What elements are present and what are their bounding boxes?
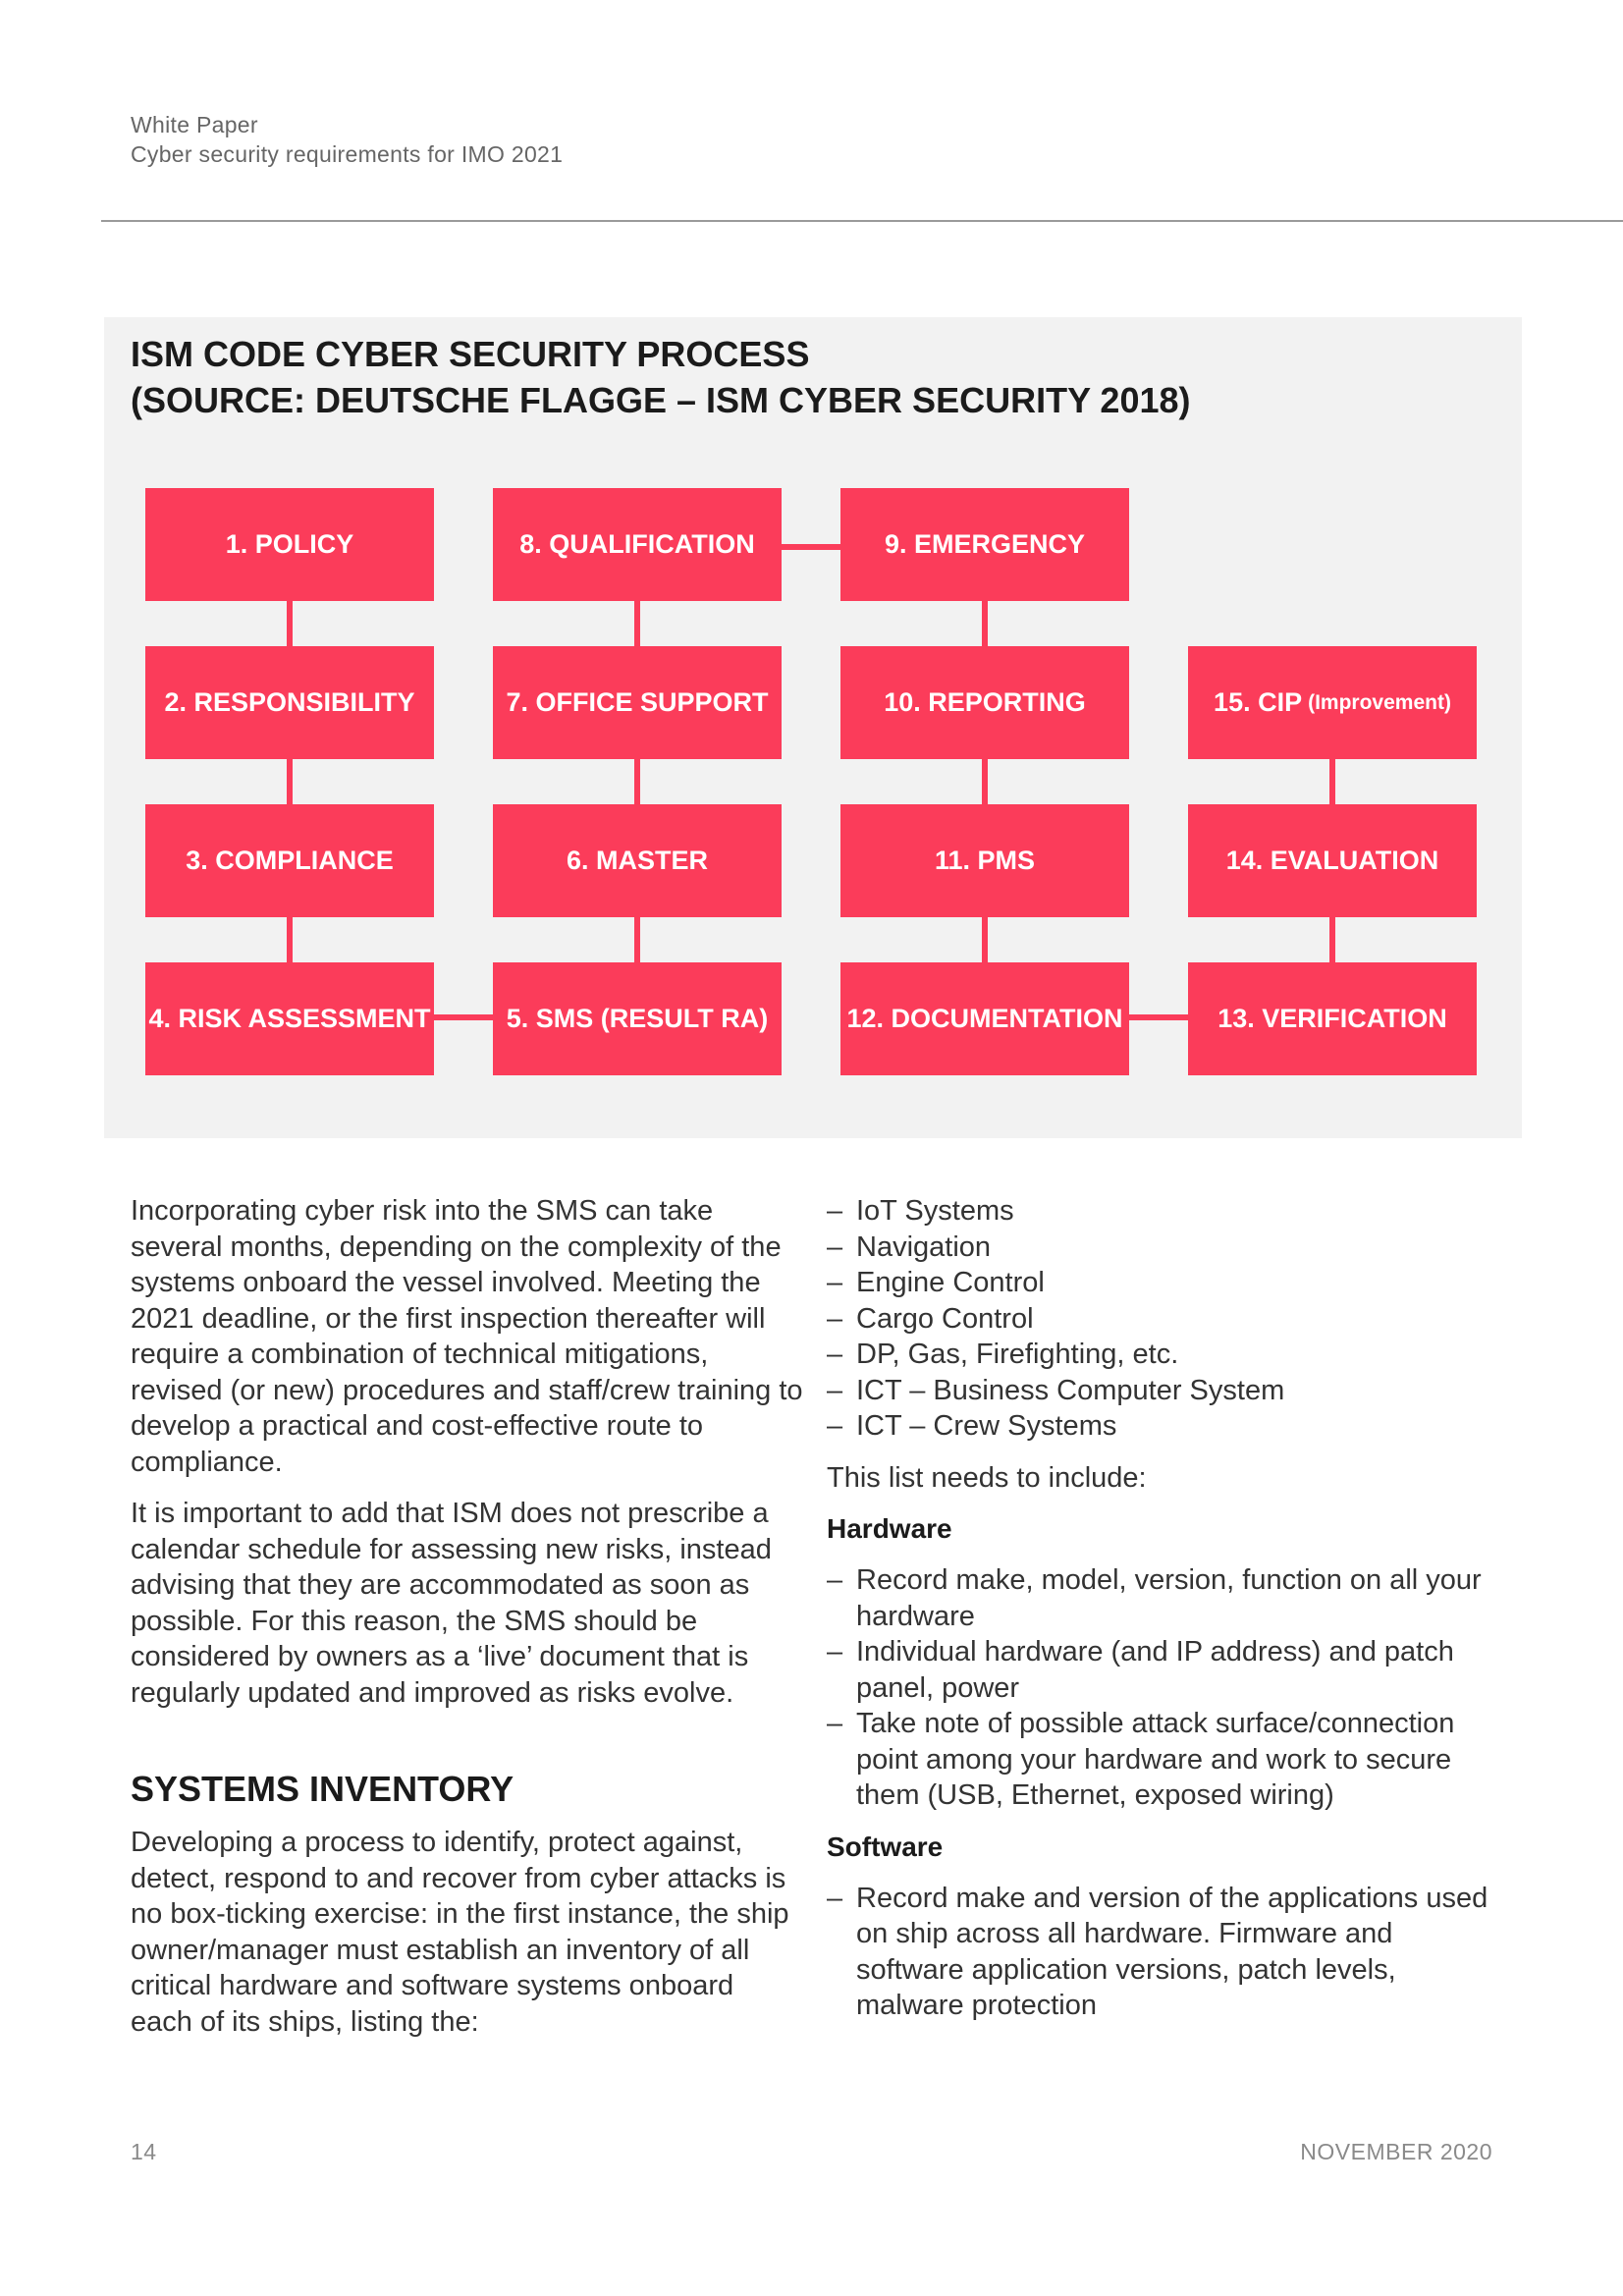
step-8-qualification: 8. QUALIFICATION bbox=[493, 488, 782, 601]
systems-list bbox=[827, 1193, 1504, 1445]
figure-title-line-2: (SOURCE: DEUTSCHE FLAGGE – ISM CYBER SECURITY 2018) bbox=[131, 380, 1191, 420]
header-doc-title: Cyber security requirements for IMO 2021 bbox=[131, 141, 564, 167]
step-2-responsibility: 2. RESPONSIBILITY bbox=[145, 646, 434, 759]
list-item: – IoT Systems bbox=[827, 1193, 1504, 1230]
step-11-pms: 11. PMS bbox=[840, 804, 1129, 917]
connector-8-9 bbox=[782, 544, 840, 550]
list-item: – Navigation bbox=[827, 1230, 1504, 1266]
ism-process-figure bbox=[104, 317, 1522, 1138]
paragraph-list-intro: This list needs to include: bbox=[827, 1461, 1147, 1494]
figure-title bbox=[131, 331, 1191, 423]
heading-hardware: Hardware bbox=[827, 1513, 952, 1544]
step-9-emergency: 9. EMERGENCY bbox=[840, 488, 1129, 601]
step-5-sms: 5. SMS (RESULT RA) bbox=[493, 962, 782, 1075]
paragraph-ism-schedule: It is important to add that ISM does not prescribe a calendar schedule for assessing new risks, instead advising that they are accommodated as soon as possible. For this reason, the SMS should be considered by owners as a ‘live’ document that is regularly updated and improved as risks evolve. bbox=[131, 1498, 772, 1709]
list-item: – Engine Control bbox=[827, 1265, 1504, 1301]
list-item: – Record make, model, version, function on all your hardware bbox=[827, 1562, 1504, 1634]
step-1-policy: 1. POLICY bbox=[145, 488, 434, 601]
connector-12-13 bbox=[1129, 1014, 1188, 1020]
connector-1-2 bbox=[287, 601, 293, 647]
connector-2-3 bbox=[287, 759, 293, 805]
step-10-reporting: 10. REPORTING bbox=[840, 646, 1129, 759]
connector-4-5 bbox=[434, 1014, 493, 1020]
step-15-note: (Improvement) bbox=[1308, 690, 1451, 714]
connector-11-12 bbox=[982, 917, 988, 963]
step-13-verification: 13. VERIFICATION bbox=[1188, 962, 1477, 1075]
connector-14-15 bbox=[1329, 759, 1335, 805]
left-column bbox=[131, 1193, 803, 2055]
list-item: – ICT – Crew Systems bbox=[827, 1408, 1504, 1445]
header-doc-type: White Paper bbox=[131, 112, 258, 137]
header-divider bbox=[101, 220, 1623, 222]
paragraph-incorporating-cyber-risk: Incorporating cyber risk into the SMS can take several months, depending on the complexity of the systems onboard the vessel involved. Meeting the 2021 deadline, or the first inspection thereafter will require a combination of technical mitigations, revised (or new) procedures and staff/crew training to develop a practical and cost-effective route to compliance. bbox=[131, 1195, 803, 1478]
hardware-list bbox=[827, 1562, 1504, 1814]
right-column bbox=[827, 1193, 1504, 2040]
software-list bbox=[827, 1881, 1504, 2024]
step-3-compliance: 3. COMPLIANCE bbox=[145, 804, 434, 917]
step-14-evaluation: 14. EVALUATION bbox=[1188, 804, 1477, 917]
step-15-cip bbox=[1188, 646, 1477, 759]
step-12-documentation: 12. DOCUMENTATION bbox=[840, 962, 1129, 1075]
list-item: – Record make and version of the applications used on ship across all hardware. Firmware and software application versions, patch levels, malware protection bbox=[827, 1881, 1504, 2024]
step-15-label: 15. CIP bbox=[1214, 687, 1303, 717]
list-item: – Cargo Control bbox=[827, 1301, 1504, 1338]
step-7-office-support: 7. OFFICE SUPPORT bbox=[493, 646, 782, 759]
list-item: – ICT – Business Computer System bbox=[827, 1373, 1504, 1409]
step-6-master: 6. MASTER bbox=[493, 804, 782, 917]
list-item: – DP, Gas, Firefighting, etc. bbox=[827, 1337, 1504, 1373]
connector-9-10 bbox=[982, 601, 988, 647]
paragraph-developing-process: Developing a process to identify, protect against, detect, respond to and recover from cyber attacks is no box-ticking exercise: in the first instance, the ship owner/manager must establish an inventory of all critical hardware and software systems onboard each of its ships, listing the: bbox=[131, 1827, 789, 2038]
document-header bbox=[131, 110, 563, 169]
connector-3-4 bbox=[287, 917, 293, 963]
connector-7-8 bbox=[634, 601, 640, 647]
connector-10-11 bbox=[982, 759, 988, 805]
footer-date: NOVEMBER 2020 bbox=[1300, 2139, 1492, 2164]
figure-title-line-1: ISM CODE CYBER SECURITY PROCESS bbox=[131, 334, 810, 374]
list-item: – Take note of possible attack surface/connection point among your hardware and work to secure them (USB, Ethernet, exposed wiring) bbox=[827, 1706, 1504, 1814]
heading-systems-inventory: SYSTEMS INVENTORY bbox=[131, 1769, 514, 1809]
connector-13-14 bbox=[1329, 917, 1335, 963]
list-item: – Individual hardware (and IP address) and patch panel, power bbox=[827, 1634, 1504, 1706]
step-4-risk-assessment: 4. RISK ASSESSMENT bbox=[145, 962, 434, 1075]
heading-software: Software bbox=[827, 1831, 944, 1862]
connector-5-6 bbox=[634, 917, 640, 963]
page-number: 14 bbox=[131, 2139, 157, 2164]
connector-6-7 bbox=[634, 759, 640, 805]
